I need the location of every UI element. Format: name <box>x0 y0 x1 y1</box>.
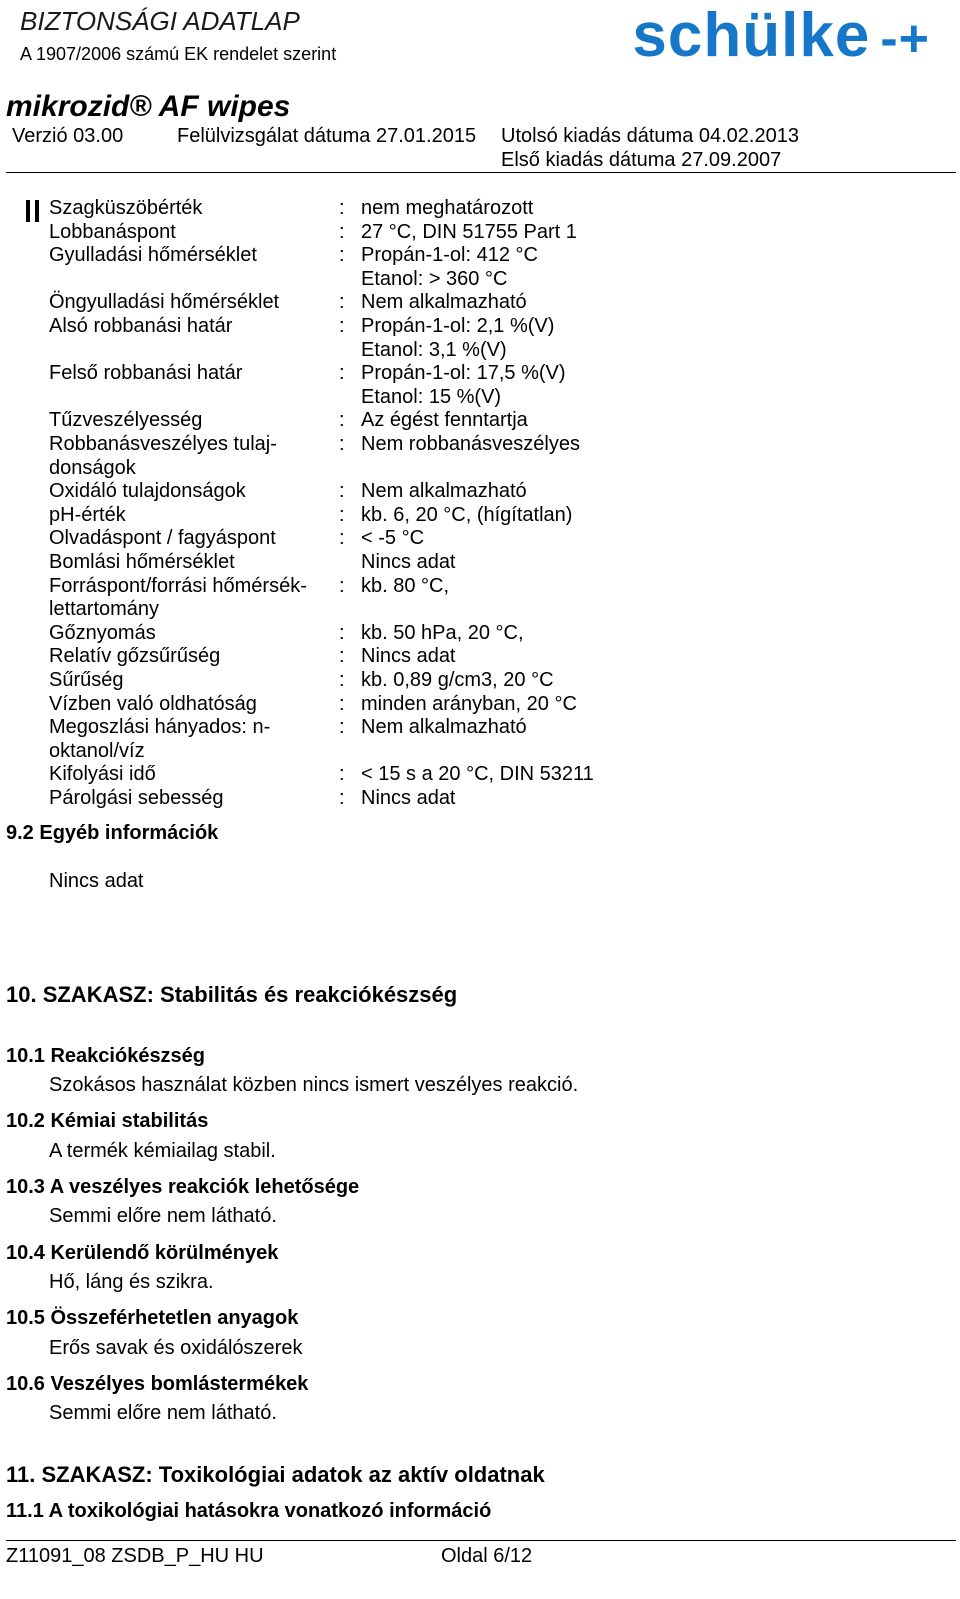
property-colon: : <box>339 787 345 809</box>
property-label: Felső robbanási határ <box>49 362 243 384</box>
property-label: Tűzveszélyesség <box>49 409 203 431</box>
property-value: Nincs adat <box>361 551 456 573</box>
property-colon: : <box>339 409 345 431</box>
property-value: Etanol: > 360 °C <box>361 268 508 290</box>
section-11-heading: 11. SZAKASZ: Toxikológiai adatok az aktív oldatnak <box>6 1462 545 1487</box>
section-11-1-heading: 11.1 A toxikológiai hatásokra vonatkozó információ <box>6 1500 492 1522</box>
property-label: pH-érték <box>49 504 126 526</box>
section-10-4-heading: 10.4 Kerülendő körülmények <box>6 1242 279 1264</box>
property-value: nem meghatározott <box>361 197 534 219</box>
property-colon: : <box>339 622 345 644</box>
property-label: Robbanásveszélyes tulaj- <box>49 433 277 455</box>
change-bar <box>35 200 39 222</box>
section-10-5-heading: 10.5 Összeférhetetlen anyagok <box>6 1307 299 1329</box>
property-label: Bomlási hőmérséklet <box>49 551 235 573</box>
property-colon: : <box>339 527 345 549</box>
property-colon: : <box>339 693 345 715</box>
property-value: Etanol: 3,1 %(V) <box>361 339 507 361</box>
property-label: Relatív gőzsűrűség <box>49 645 221 667</box>
section-10-2-heading: 10.2 Kémiai stabilitás <box>6 1110 209 1132</box>
section-10-5-text: Erős savak és oxidálószerek <box>49 1337 303 1359</box>
property-label: donságok <box>49 457 136 479</box>
section-10-6-heading: 10.6 Veszélyes bomlástermékek <box>6 1373 309 1395</box>
property-label: Kifolyási idő <box>49 763 156 785</box>
section-10-heading: 10. SZAKASZ: Stabilitás és reakciókészség <box>6 982 458 1007</box>
property-value: Propán-1-ol: 2,1 %(V) <box>361 315 555 337</box>
property-label: Gőznyomás <box>49 622 156 644</box>
property-colon: : <box>339 315 345 337</box>
property-colon: : <box>339 763 345 785</box>
property-value: 27 °C, DIN 51755 Part 1 <box>361 221 577 243</box>
property-value: Nincs adat <box>361 787 456 809</box>
property-colon: : <box>339 645 345 667</box>
property-colon: : <box>339 504 345 526</box>
regulation-text: A 1907/2006 számú EK rendelet szerint <box>20 44 337 64</box>
section-10-1-heading: 10.1 Reakciókészség <box>6 1045 206 1067</box>
property-label: Olvadáspont / fagyáspont <box>49 527 276 549</box>
section-10-2-text: A termék kémiailag stabil. <box>49 1140 276 1162</box>
property-label: Sűrűség <box>49 669 124 691</box>
property-value: < -5 °C <box>361 527 425 549</box>
property-colon: : <box>339 244 345 266</box>
property-label: Lobbanáspont <box>49 221 176 243</box>
property-label: Vízben való oldhatóság <box>49 693 257 715</box>
property-colon: : <box>339 433 345 455</box>
section-10-3-text: Semmi előre nem látható. <box>49 1205 277 1227</box>
section-10-1-text: Szokásos használat közben nincs ismert veszélyes reakció. <box>49 1074 579 1096</box>
logo-text: schülke <box>632 1 871 70</box>
property-value: kb. 50 hPa, 20 °C, <box>361 622 524 644</box>
document-title: BIZTONSÁGI ADATLAP <box>20 6 300 36</box>
document-code: Z11091_08 ZSDB_P_HU HU <box>6 1545 264 1567</box>
header-divider <box>6 172 956 173</box>
property-value: Az égést fenntartja <box>361 409 528 431</box>
property-colon: : <box>339 480 345 502</box>
property-colon: : <box>339 575 345 597</box>
footer-divider <box>6 1540 956 1541</box>
property-value: kb. 80 °C, <box>361 575 450 597</box>
version: Verzió 03.00 <box>12 125 124 147</box>
property-value: Nem alkalmazható <box>361 480 527 502</box>
property-label: Gyulladási hőmérséklet <box>49 244 257 266</box>
section-9-2-heading: 9.2 Egyéb információk <box>6 822 219 844</box>
product-name: mikrozid® AF wipes <box>6 90 291 123</box>
property-value: < 15 s a 20 °C, DIN 53211 <box>361 763 594 785</box>
section-10-6-text: Semmi előre nem látható. <box>49 1402 277 1424</box>
revision-date: Felülvizsgálat dátuma 27.01.2015 <box>177 125 477 147</box>
schulke-logo <box>632 0 930 71</box>
property-value: kb. 6, 20 °C, (hígítatlan) <box>361 504 573 526</box>
property-value: Nem alkalmazható <box>361 716 527 738</box>
property-label: Öngyulladási hőmérséklet <box>49 291 280 313</box>
property-colon: : <box>339 669 345 691</box>
logo-mark-icon: -+ <box>880 10 930 68</box>
section-10-4-text: Hő, láng és szikra. <box>49 1271 214 1293</box>
property-colon: : <box>339 716 345 738</box>
property-value: Nincs adat <box>361 645 456 667</box>
property-label: Szagküszöbérték <box>49 197 203 219</box>
change-bar <box>26 200 30 222</box>
property-colon: : <box>339 362 345 384</box>
property-label: lettartomány <box>49 598 160 620</box>
property-colon: : <box>339 291 345 313</box>
property-value: Nem robbanásveszélyes <box>361 433 580 455</box>
property-label: oktanol/víz <box>49 740 145 762</box>
property-value: Propán-1-ol: 17,5 %(V) <box>361 362 566 384</box>
property-label: Forráspont/forrási hőmérsék- <box>49 575 307 597</box>
first-issue-date: Első kiadás dátuma 27.09.2007 <box>501 149 782 171</box>
last-issue-date: Utolsó kiadás dátuma 04.02.2013 <box>501 125 799 147</box>
property-value: Nem alkalmazható <box>361 291 527 313</box>
page-number: Oldal 6/12 <box>441 1545 533 1567</box>
property-label: Oxidáló tulajdonságok <box>49 480 246 502</box>
property-label: Alsó robbanási határ <box>49 315 233 337</box>
property-value: minden arányban, 20 °C <box>361 693 577 715</box>
property-value: kb. 0,89 g/cm3, 20 °C <box>361 669 554 691</box>
property-label: Párolgási sebesség <box>49 787 224 809</box>
property-colon: : <box>339 197 345 219</box>
property-value: Etanol: 15 %(V) <box>361 386 502 408</box>
property-label: Megoszlási hányados: n- <box>49 716 271 738</box>
property-value: Propán-1-ol: 412 °C <box>361 244 538 266</box>
property-colon: : <box>339 221 345 243</box>
section-9-2-text: Nincs adat <box>49 870 144 892</box>
section-10-3-heading: 10.3 A veszélyes reakciók lehetősége <box>6 1176 360 1198</box>
